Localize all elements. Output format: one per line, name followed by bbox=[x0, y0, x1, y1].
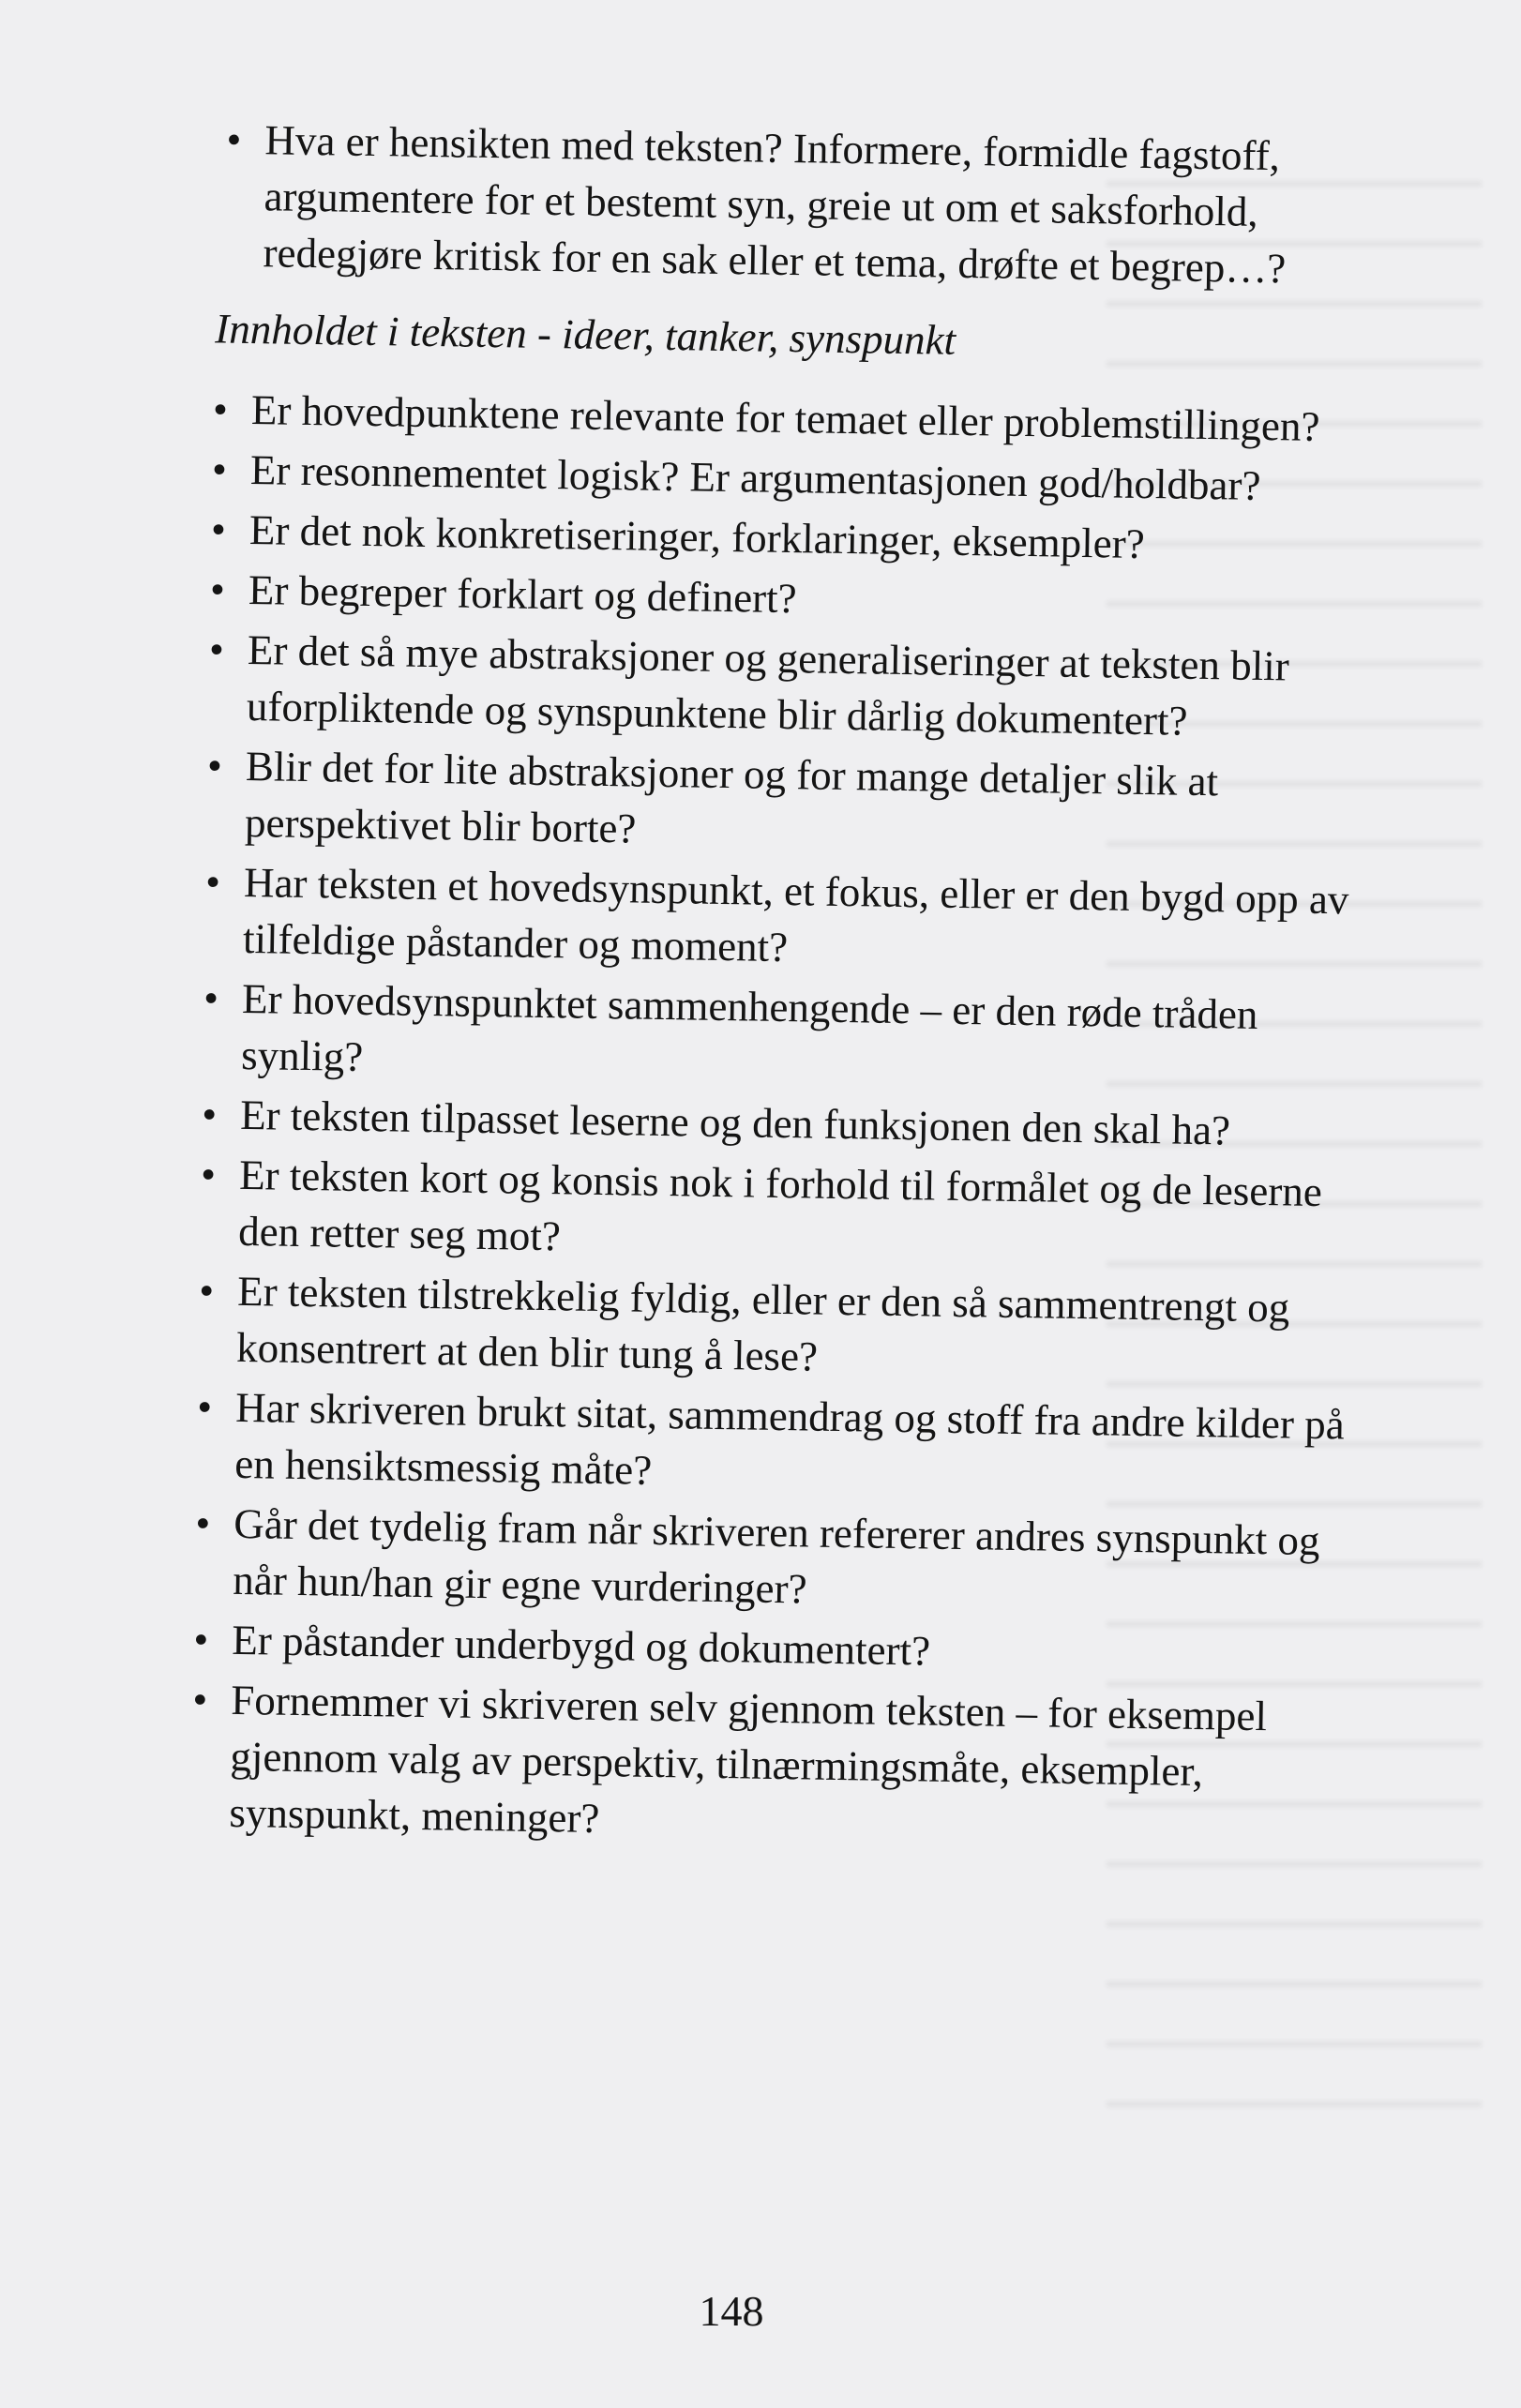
list-item bbox=[218, 111, 1402, 298]
list-item-text: Er begreper forklart og definert? bbox=[248, 566, 798, 623]
bullet-icon: • bbox=[212, 385, 229, 433]
bullet-icon: • bbox=[198, 1267, 215, 1315]
list-item-text: Er det nok konkretiseringer, forklaringer, eksempler? bbox=[248, 506, 1146, 568]
list-item bbox=[184, 1671, 1378, 1859]
list-item-text: Er teksten kort og konsis nok i forhold til formålet og de leserne den retter seg mot? bbox=[237, 1151, 1323, 1260]
bullet-icon: • bbox=[208, 625, 225, 673]
list-item bbox=[188, 1495, 1380, 1626]
bullet-icon: • bbox=[206, 742, 223, 790]
list-item-text: Er påstander underbygd og dokumentert? bbox=[231, 1616, 931, 1675]
list-item bbox=[200, 737, 1393, 868]
bullet-icon: • bbox=[210, 505, 227, 553]
list-item-text: Er det så mye abstraksjoner og generaliseringer at teksten blir uforpliktende og synspunktene blir dårlig dokumentert? bbox=[246, 626, 1290, 745]
bullet-icon: • bbox=[197, 1383, 213, 1431]
list-item-text: Hva er hensikten med teksten? Informere, formidle fagstoff, argumentere for et bestemt syn, greie ut om et saksforhold, redegjøre kritisk for en sak eller et tema, drøfte et begrep…? bbox=[263, 116, 1287, 293]
list-item bbox=[189, 1378, 1382, 1510]
list-item-text: Er hovedsynspunktet sammenhengende – er den røde tråden synlig? bbox=[240, 974, 1258, 1080]
bullet-icon: • bbox=[204, 858, 221, 906]
intro-list bbox=[218, 111, 1402, 298]
page-content bbox=[165, 111, 1402, 1862]
list-item-text: Er hovedpunktene relevante for temaet eller problemstillingen? bbox=[250, 386, 1320, 450]
list-item-text: Er resonnementet logisk? Er argumentasjonen god/holdbar? bbox=[249, 446, 1261, 509]
list-item-text: Blir det for lite abstraksjoner og for mange detaljer slik at perspektivet blir borte? bbox=[244, 742, 1219, 852]
bullet-icon: • bbox=[192, 1676, 208, 1723]
bullet-icon: • bbox=[201, 1091, 218, 1138]
bullet-icon: • bbox=[211, 445, 228, 493]
page-number: 148 bbox=[699, 2287, 764, 2335]
list-item bbox=[202, 621, 1394, 752]
section-heading: Innholdet i teksten - ideer, tanker, synspunkt bbox=[214, 305, 956, 364]
list-item-text: Er teksten tilstrekkelig fyldig, eller er den så sammentrengt og konsentrert at den blir tung å lese? bbox=[235, 1267, 1290, 1380]
bullet-icon: • bbox=[195, 1499, 211, 1547]
bullet-icon: • bbox=[200, 1151, 217, 1198]
bullet-icon: • bbox=[203, 974, 219, 1022]
list-item bbox=[196, 970, 1389, 1101]
content-list bbox=[184, 381, 1397, 1859]
list-item bbox=[198, 853, 1391, 985]
list-item-text: Er teksten tilpasset leserne og den funksjonen den skal ha? bbox=[239, 1091, 1231, 1154]
list-item-text: Går det tydelig fram når skriveren refererer andres synspunkt og når hun/han gir egne vurderinger? bbox=[233, 1499, 1320, 1613]
bullet-icon: • bbox=[193, 1616, 209, 1663]
bullet-icon: • bbox=[209, 565, 226, 613]
list-item bbox=[193, 1146, 1386, 1277]
bullet-icon: • bbox=[226, 115, 242, 163]
list-item-text: Fornemmer vi skriveren selv gjennom teksten – for eksempel gjennom valg av perspektiv, tilnærmingsmåte, eksempler, synspunkt, meninger? bbox=[229, 1676, 1268, 1843]
list-item bbox=[191, 1262, 1384, 1393]
list-item-text: Har teksten et hovedsynspunkt, et fokus, eller er den bygd opp av tilfeldige påstander og moment? bbox=[242, 858, 1349, 971]
list-item-text: Har skriveren brukt sitat, sammendrag og stoff fra andre kilder på en hensiktsmessig måte? bbox=[233, 1383, 1346, 1494]
